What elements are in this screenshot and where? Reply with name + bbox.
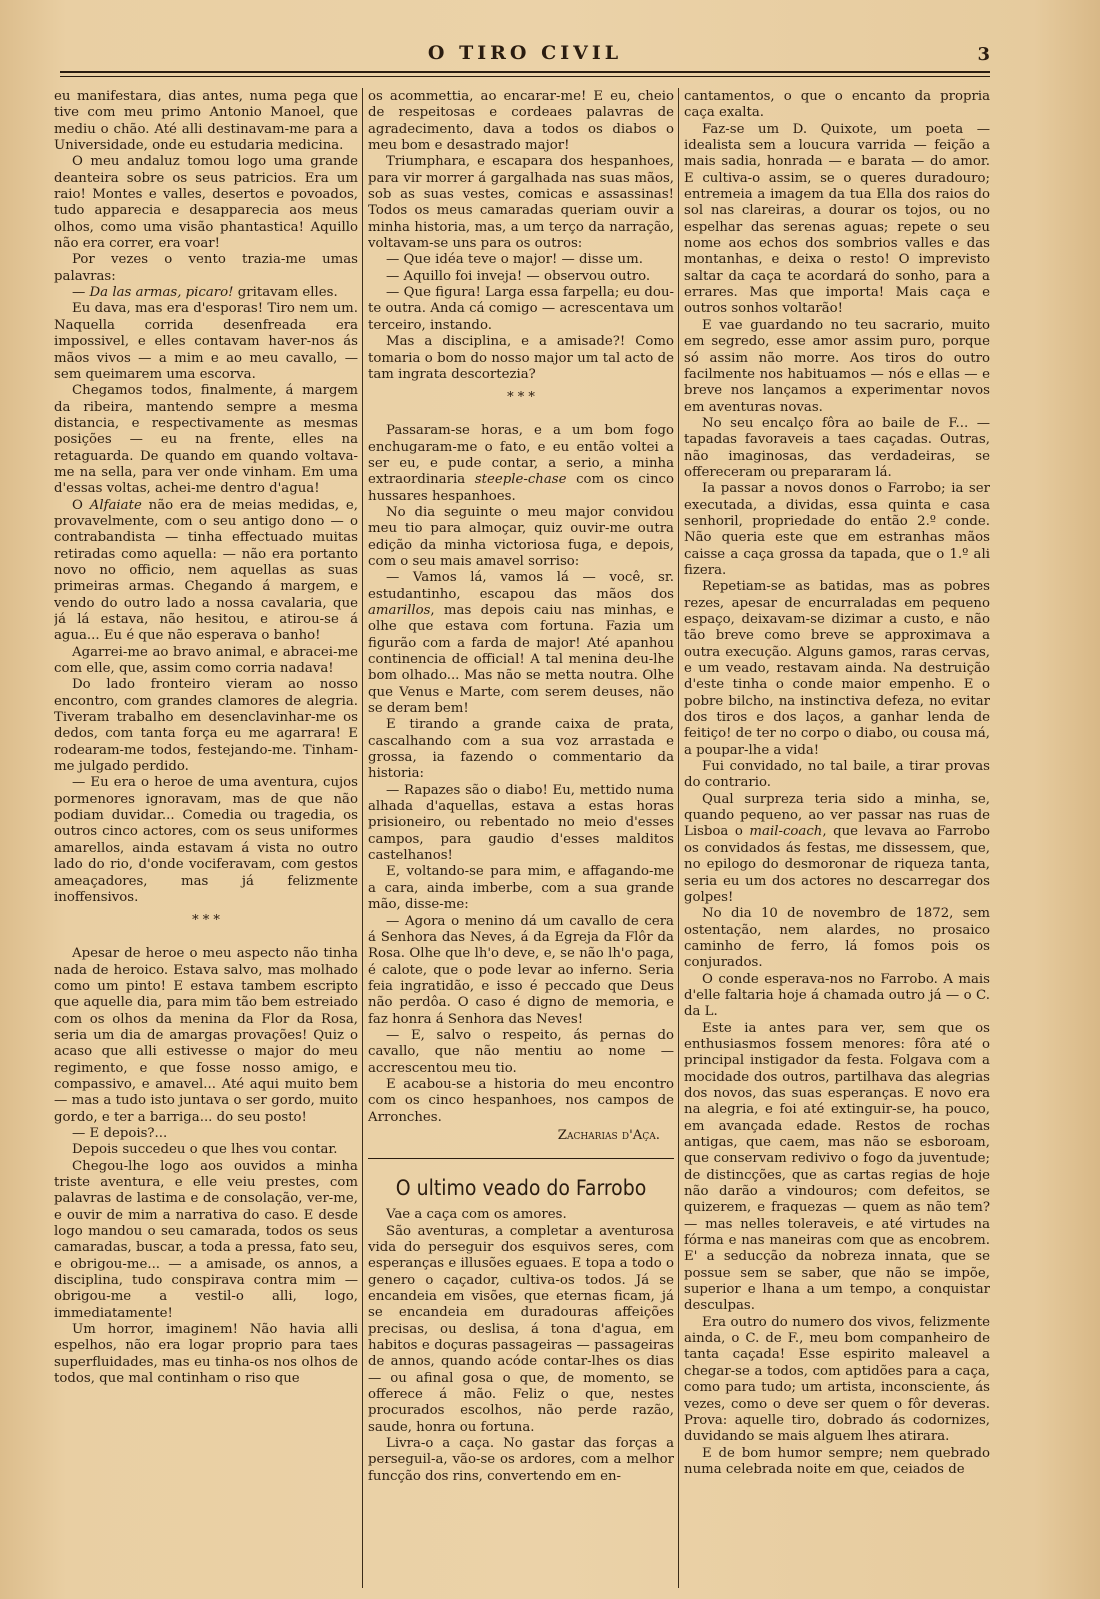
paragraph: Ia passar a novos donos o Farrobo; ia ser executada, a dividas, essa quinta e casa senhoril, propriedade do então 2.º conde. Não queria este que em estranhas mãos caisse a caça grossa da tapada, que o 1.º ali fizera. bbox=[684, 481, 990, 578]
text-span: , mas depois caiu nas minhas, e olhe que estava com fortuna. Fazia um figurão com a farda de major! Até apanhou continencia de official! A tal menina deu-lhe bom olhado... Mas não se metta noutra. Olhe que Venus e Marte, com serem deuses, não se deram bem! bbox=[368, 602, 674, 717]
paragraph: Faz-se um D. Quixote, um poeta — idealista sem a loucura varrida — feição a mais sadia, honrada — e barata — do amor. E cultiva-o assim, se o queres duradouro; entremeia a imagem da tua Ella dos raios do sol nas clareiras, a dourar os tojos, ou no espelhar das serenas aguas; repete o seu nome aos echos dos sombrios valles e das montanhas, e deixa o resto! O imprevisto saltar da caça te acordará do sonho, para a errares. Mas que importa! Mais caça e outros sonhos voltarão! bbox=[684, 121, 990, 317]
column-1 bbox=[54, 89, 358, 1589]
paragraph: — E, salvo o respeito, ás pernas do cavallo, que não mentiu ao nome — accrescentou meu tio. bbox=[368, 1027, 674, 1076]
paragraph: Chegamos todos, finalmente, á margem da ribeira, mantendo sempre a mesma distancia, e respectivamente as mesmas posições — eu na frente, elles na retaguarda. De quando em quando voltava-me na sella, para ver onde vinham. Em uma d'essas voltas, achei-me dentro d'agua! bbox=[54, 383, 358, 497]
paragraph: Um horror, imaginem! Não havia alli espelhos, não era logar proprio para taes superfluidades, mas eu tinha-os nos olhos de todos, que mal continham o riso que bbox=[54, 1322, 358, 1387]
paragraph: No seu encalço fôra ao baile de F... — tapadas favoraveis a taes caçadas. Outras, não imaginosas, das verdadeiras, se offereceram ou prepararam lá. bbox=[684, 415, 990, 480]
paragraph: Do lado fronteiro vieram ao nosso encontro, com grandes clamores de alegria. Tiveram trabalho em desenclavinhar-me os dedos, com tanta força eu me agarrara! E rodearam-me todos, festejando-me. Tinham-me julgado perdido. bbox=[54, 677, 358, 775]
paragraph: — Que figura! Larga essa farpella; eu dou-te outra. Anda cá comigo — acrescentava um terceiro, instando. bbox=[368, 285, 674, 333]
section-break-stars: * * * bbox=[192, 913, 220, 929]
text-span: gritavam elles. bbox=[233, 285, 338, 301]
text-span: não era de meias medidas, e, provavelmente, com o seu antigo dono — o contrabandista — tinha effectuado muitas retiradas como aquella: — não era portanto novo no officio, nem aquellas as suas primeiras armas. Chegando á margem, e vendo do outro lado a nossa cavalaria, que já lá estava, não hesitou, e atirou-se á agua... Eu é que não esperava o banho! bbox=[54, 497, 358, 644]
paragraph: E tirando a grande caixa de prata, cascalhando com a sua voz arrastada e grossa, ia fazendo o commentario da historia: bbox=[368, 717, 674, 782]
paragraph: Triumphara, e escapara dos hespanhoes, para vir morrer á gargalhada nas suas mãos, sob as suas vestes, comicas e assassinas! Todos os meus camaradas queriam ouvir a minha historia, mas, a um terço da narração, voltavam-se uns para os outros: bbox=[368, 154, 674, 252]
article-divider bbox=[368, 1158, 674, 1159]
text-span: , que levava ao Farrobo os convidados ás festas, me dissessem, que, no epilogo do desmoronar de riqueza tanta, seria eu um dos actores no descarregar dos golpes! bbox=[684, 824, 990, 905]
paragraph: — Eu era o heroe de uma aventura, cujos pormenores ignoravam, mas de que não podiam duvidar... Comedia ou tragedia, os outros cinco actores, com os seus uniformes amarellos, ainda estavam á vista no outro lado do rio, d'onde vociferavam, com gestos ameaçadores, mas já felizmente inoffensivos. bbox=[54, 775, 358, 905]
paragraph: — E depois?... bbox=[72, 1125, 168, 1141]
paragraph: E vae guardando no teu sacrario, muito em segredo, esse amor assim puro, porque só assim não morre. Aos tiros do outro facilmente nos habituamos — nós e ellas — e breve nos lançamos a experimentar novos em aventuras novas. bbox=[684, 317, 990, 415]
paragraph: Este ia antes para ver, sem que os enthusiasmos fossem menores: fôra até o principal instigador da festa. Folgava com a mocidade dos outros, partilhava das alegrias dos novos, das suas esperanças. E novo era na alegria, e foi até extinguir-se, ha pouco, em avançada edade. Restos de rochas antigas, que caem, mas não se esboroam, que conservam redivivo o fogo da juventude; de distincções, que as cartas regias de hoje não darão a vindouros; com defeitos, se quizerem, e fraquezas — quem as não tem? — mas nelles toleraveis, e até virtudes na fórma e nas maneiras com que as encobrem. E' a seducção da nobreza innata, que se possue sem se saber, que não se impõe, superior e lhana a um tempo, a conquistar desculpas. bbox=[684, 1020, 990, 1314]
paragraph bbox=[368, 570, 674, 717]
paragraph bbox=[368, 423, 674, 505]
column-separator-2 bbox=[678, 88, 679, 1588]
text-span: — Vamos lá, vamos lá — você, sr. estudantinho, escapou das mãos dos bbox=[368, 570, 674, 602]
paragraph: — Que idéa teve o major! — disse um. bbox=[386, 252, 643, 268]
paragraph bbox=[684, 792, 990, 906]
header-rule-top bbox=[60, 71, 990, 73]
paragraph: Vae a caça com os amores. bbox=[386, 1207, 567, 1223]
paragraph: O conde esperava-nos no Farrobo. A mais d'elle faltaria hoje á chamada outro já — o C. da L. bbox=[684, 971, 990, 1020]
italic-name: Alfaiate bbox=[89, 497, 142, 513]
paragraph: — Agora o menino dá um cavallo de cera á Senhora das Neves, á da Egreja da Flôr da Rosa. Olhe que lh'o deve, e, se não lh'o paga, é calote, que o pode levar ao inferno. Seria feia ingratidão, e isso é peccado que Deus não perdôa. O caso é digno de memoria, e faz honra á Senhora das Neves! bbox=[368, 913, 674, 1027]
paragraph: — Aquillo foi inveja! — observou outro. bbox=[386, 268, 651, 284]
author-signature: Zacharias d'Aça. bbox=[557, 1127, 660, 1143]
paragraph: Era outro do numero dos vivos, felizmente ainda, o C. de F., meu bom companheiro de tanta caçada! Esse espirito maleavel a chegar-se a todos, com aptidões para a caça, como para tudo; um artista, inconsciente, ás vezes, como o deve ser quem o fôr deveras. Prova: aquelle tiro, dobrado ás codornizes, duvidando se mais alguem lhes atirara. bbox=[684, 1314, 990, 1445]
paragraph: E de bom humor sempre; nem quebrado numa celebrada noite em que, ceiados de bbox=[684, 1445, 990, 1477]
paragraph: eu manifestara, dias antes, numa pega que tive com meu primo Antonio Manoel, que mediu o chão. Até alli destinavam-me para a Universidade, onde eu estudaria medicina. bbox=[54, 89, 358, 154]
italic-term: steeple-chase bbox=[474, 472, 567, 488]
italic-term: mail-coach bbox=[749, 824, 823, 840]
article-title: O ultimo veado do Farrobo bbox=[395, 1176, 647, 1201]
text-span: Qual surpreza teria sido a minha, se, quando pequeno, ao ver passar nas ruas de Lisboa o bbox=[684, 791, 990, 840]
paragraph: Agarrei-me ao bravo animal, e abracei-me com elle, que, assim como corria nadava! bbox=[54, 644, 358, 677]
paragraph: Fui convidado, no tal baile, a tirar provas do contrario. bbox=[684, 759, 990, 791]
paragraph: Eu dava, mas era d'esporas! Tiro nem um. Naquella corrida desenfreada era impossivel, e elles contavam haver-nos ás mãos vivos — a mim e ao meu cavallo, — sem queimarem uma escorva. bbox=[54, 301, 358, 382]
column-3 bbox=[684, 89, 990, 1589]
italic-quote: — Da las armas, picaro! bbox=[72, 285, 234, 301]
page-number: 3 bbox=[977, 44, 990, 65]
paragraph: No dia 10 de novembro de 1872, sem ostentação, nem alardes, no prosaico caminho de ferro, lá fomos pois os conjurados. bbox=[684, 906, 990, 971]
paragraph: Livra-o a caça. No gastar das forças a perseguil-a, vão-se os ardores, com a melhor funcção dos rins, convertendo em en- bbox=[368, 1436, 674, 1484]
paragraph: Apesar de heroe o meu aspecto não tinha nada de heroico. Estava salvo, mas molhado como um pinto! E estava tambem escripto que aquelle dia, para mim tão bem estreiado com os olhos da menina da Flor da Rosa, seria um dia de amargas provações! Quiz o acaso que alli estivesse o major do meu regimento, e que fosse nosso amigo, e compassivo, e amavel... Até aqui muito bem — mas a tudo isto juntava o ser gordo, muito gordo, e ter a barriga... do seu posto! bbox=[54, 946, 358, 1125]
paragraph: Mas a disciplina, e a amisade?! Como tomaria o bom do nosso major um tal acto de tam ingrata descortezia? bbox=[368, 334, 674, 382]
running-title: O TIRO CIVIL bbox=[427, 42, 623, 64]
paragraph: — Rapazes são o diabo! Eu, mettido numa alhada d'aquellas, estava a estas horas prisioneiro, ou rebentado no meio d'esses campos, para gaudio d'esses malditos castelhanos! bbox=[368, 782, 674, 864]
paragraph: E acabou-se a historia do meu encontro com os cinco hespanhoes, nos campos de Arronches. bbox=[368, 1076, 674, 1125]
paragraph: No dia seguinte o meu major convidou meu tio para almoçar, quiz ouvir-me outra edição da minha victoriosa fuga, e depois, com o seu mais amavel sorriso: bbox=[368, 504, 674, 569]
text-span: Passaram-se horas, e a um bom fogo enchugaram-me o fato, e eu então voltei a ser eu, e pude contar, a serio, a minha extraordinaria bbox=[368, 423, 674, 488]
paragraph: E, voltando-se para mim, e affagando-me a cara, ainda imberbe, com a sua grande mão, disse-me: bbox=[368, 864, 674, 913]
paragraph: Por vezes o vento trazia-me umas palavras: bbox=[54, 252, 358, 284]
paragraph: Depois succedeu o que lhes vou contar. bbox=[72, 1142, 338, 1158]
column-separator-1 bbox=[362, 88, 363, 1588]
paragraph bbox=[54, 498, 358, 645]
paragraph: São aventuras, a completar a aventurosa vida do perseguir dos esquivos seres, com esperanças e illusões eguaes. E topa a todo o genero o caçador, cultiva-os todos. Já se encandeia em visões, que eternas ficam, já se encandeia em duradouras affeições precisas, ou deslisa, á tona d'agua, em habitos e doçuras passageiras — passageiras de annos, quando acóde contar-lhes os dias — ou afinal gosa o que, de momento, se offerece á mão. Feliz o que, nestes procurados escolhos, não perde razão, saude, honra ou fortuna. bbox=[368, 1223, 674, 1435]
paragraph bbox=[54, 285, 358, 301]
text-span: O bbox=[72, 497, 90, 513]
italic-term: amarillos bbox=[368, 602, 431, 618]
column-2 bbox=[368, 89, 674, 1589]
text-span: com os cinco hussares hespanhoes. bbox=[368, 472, 674, 504]
paragraph: Repetiam-se as batidas, mas as pobres rezes, apesar de encurraladas em pequeno espaço, deixavam-se dizimar a custo, e não tão breve como breve se approximava a outra execução. Alguns gamos, raras cervas, e um veado, restavam ainda. Na destruição d'este tinha o conde maior empenho. E o pobre bilcho, na instinctiva defeza, no evitar dos tiros e dos laços, a ganhar lenda de feitiço! de ter no corpo o diabo, ou cousa má, a poupar-lhe a vida! bbox=[684, 579, 990, 758]
section-break-stars: * * * bbox=[507, 390, 535, 406]
paragraph: os acommettia, ao encarar-me! E eu, cheio de respeitosas e cordeaes palavras de agradecimento, dava a todos os diabos o meu bom e desastrado major! bbox=[368, 89, 674, 154]
paragraph: Chegou-lhe logo aos ouvidos a minha triste aventura, e elle veiu prestes, com palavras de lastima e de consolação, ver-me, e ouvir de mim a narrativa do caso. E desde logo mandou o seu camarada, todos os seus camaradas, buscar, a toda a pressa, fato seu, e obrigou-me... — a amisade, os annos, a disciplina, tudo conspirava contra mim — obrigou-me a vestil-o alli, logo, immediatamente! bbox=[54, 1158, 358, 1321]
paragraph: cantamentos, o que o encanto da propria caça exalta. bbox=[684, 89, 990, 121]
page-header bbox=[60, 38, 990, 72]
header-rule-bottom bbox=[60, 76, 990, 77]
paragraph: O meu andaluz tomou logo uma grande deanteira sobre os seus patricios. Era um raio! Montes e valles, desertos e povoados, tudo apparecia e desapparecia aos meus olhos, como uma visão phantastica! Aquillo não era correr, era voar! bbox=[54, 154, 358, 252]
